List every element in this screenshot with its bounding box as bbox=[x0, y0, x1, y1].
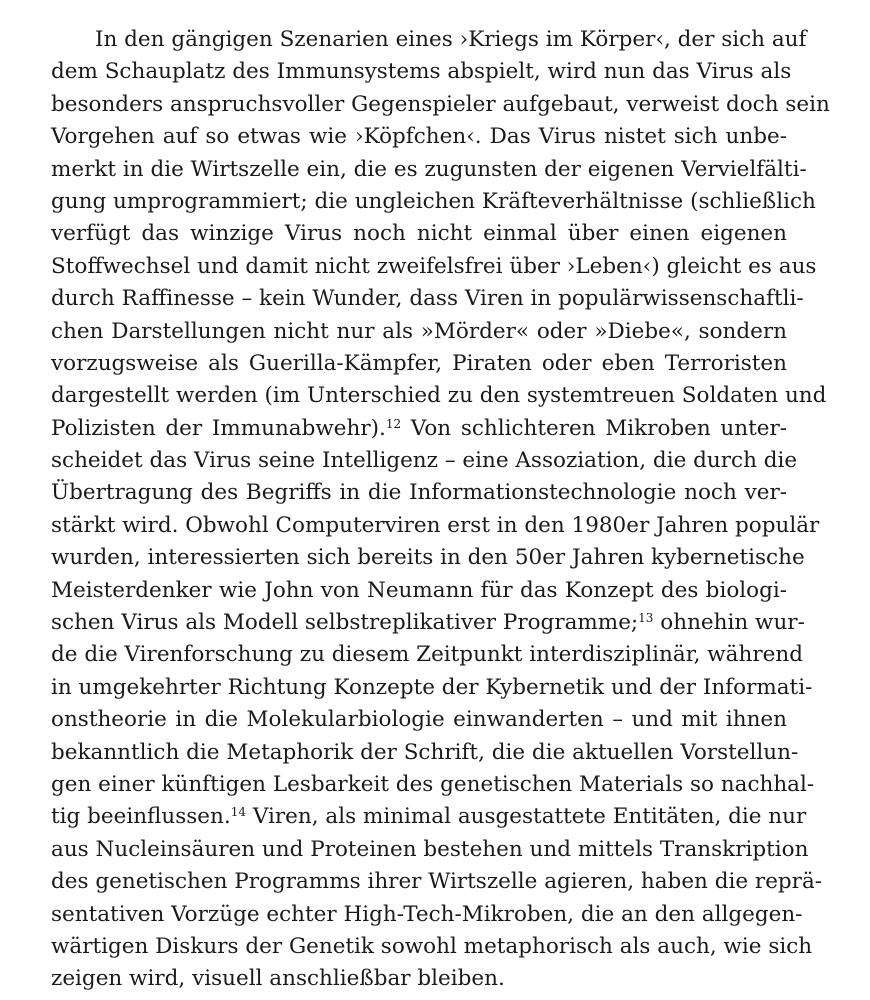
text-line: in umgekehrter Richtung Konzepte der Kybernetik und der Informati- bbox=[51, 674, 813, 700]
text-line: wärtigen Diskurs der Genetik sowohl metaphorisch als auch, wie sich bbox=[51, 933, 813, 959]
text-line: verfügt das winzige Virus noch nicht einmal über einen eigenen bbox=[51, 221, 787, 247]
text-line: Stoffwechsel und damit nicht zweifelsfrei über ›Leben‹) gleicht es aus bbox=[51, 253, 817, 279]
text-line: merkt in die Wirtszelle ein, die es zugunsten der eigenen Vervielfälti- bbox=[51, 156, 807, 182]
footnote-marker[interactable]: 12 bbox=[385, 416, 402, 431]
text-line: dargestellt werden (im Unterschied zu den systemtreuen Soldaten und bbox=[51, 383, 827, 409]
text-segment: tig beeinflussen. bbox=[51, 804, 231, 830]
text-line: stärkt wird. Obwohl Computerviren erst in den 1980er Jahren populär bbox=[51, 512, 820, 538]
text-line: zeigen wird, visuell anschließbar bleiben. bbox=[51, 966, 505, 992]
text-segment: Von schlichteren Mikroben unter- bbox=[401, 415, 788, 441]
text-line: durch Raffinesse – kein Wunder, dass Viren in populärwissenschaftli- bbox=[51, 286, 804, 312]
text-line: dem Schauplatz des Immunsystems abspielt, wird nun das Virus als bbox=[51, 59, 792, 85]
text-line: In den gängigen Szenarien eines ›Kriegs im Körper‹, der sich auf bbox=[95, 27, 807, 52]
text-line: des genetischen Programms ihrer Wirtszelle agieren, haben die reprä- bbox=[51, 869, 823, 895]
text-segment: Viren, als minimal ausgestattete Entitäten, die nur bbox=[246, 804, 807, 830]
footnote-marker[interactable]: 13 bbox=[638, 610, 654, 625]
footnote-marker[interactable]: 14 bbox=[230, 805, 246, 820]
text-segment: schen Virus als Modell selbstreplikativer Programme; bbox=[51, 610, 639, 636]
text-line: Übertragung des Begriffs in die Informationstechnologie noch ver- bbox=[51, 480, 787, 506]
text-line: wurden, interessierten sich bereits in den 50er Jahren kybernetische bbox=[51, 545, 805, 571]
body-paragraph bbox=[51, 24, 830, 996]
text-line: onstheorie in die Molekularbiologie einwanderten – und mit ihnen bbox=[51, 707, 787, 733]
text-line: scheidet das Virus seine Intelligenz – eine Assoziation, die durch die bbox=[51, 448, 798, 474]
text-line: de die Virenforschung zu diesem Zeitpunkt interdisziplinär, während bbox=[51, 642, 803, 668]
text-page bbox=[51, 24, 830, 996]
text-segment: ohnehin wur- bbox=[653, 610, 805, 636]
text-line: chen Darstellungen nicht nur als »Mörder« oder »Diebe«, sondern bbox=[51, 318, 787, 344]
text-line bbox=[51, 607, 805, 639]
text-line: sentativen Vorzüge echter High-Tech-Mikroben, die an den allgegen- bbox=[51, 901, 803, 927]
text-line: vorzugsweise als Guerilla-Kämpfer, Piraten oder eben Terroristen bbox=[51, 350, 787, 376]
text-line: besonders anspruchsvoller Gegenspieler aufgebaut, verweist doch sein bbox=[51, 91, 830, 117]
text-line bbox=[51, 801, 807, 833]
text-line: gung umprogrammiert; die ungleichen Kräfteverhältnisse (schließlich bbox=[51, 188, 816, 214]
text-line bbox=[51, 413, 787, 445]
text-line: Vorgehen auf so etwas wie ›Köpfchen‹. Das Virus nistet sich unbe- bbox=[51, 124, 787, 150]
text-line: Meisterdenker wie John von Neumann für das Konzept des biologi- bbox=[51, 577, 787, 603]
text-line: aus Nucleinsäuren und Proteinen bestehen und mittels Transkription bbox=[51, 836, 809, 862]
text-line: gen einer künftigen Lesbarkeit des genetischen Materials so nachhal- bbox=[51, 771, 815, 797]
text-segment: Polizisten der Immunabwehr). bbox=[51, 415, 386, 441]
text-line: bekanntlich die Metaphorik der Schrift, die die aktuellen Vorstellun- bbox=[51, 739, 799, 765]
